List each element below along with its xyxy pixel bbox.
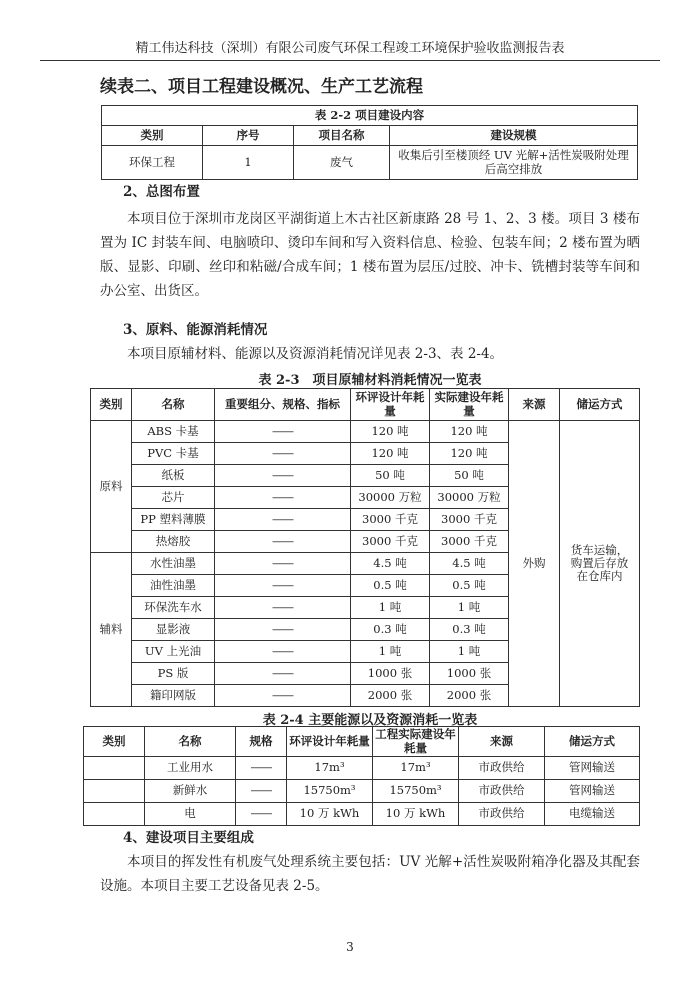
table-cell: 电 [145,803,236,826]
table-cell: 17m³ [287,757,373,780]
table-cell: 30000 万粒 [351,487,430,509]
t23-source: 外购 [509,421,560,707]
table-cell: 10 万 kWh [287,803,373,826]
table-cell: 1 吨 [351,641,430,663]
table-cell: 新鲜水 [145,780,236,803]
table-cell: 1 吨 [351,597,430,619]
table-cell: 电缆输送 [545,803,640,826]
table-cell: 1 吨 [430,597,509,619]
table-cell: —— [215,509,351,531]
page-number: 3 [346,940,354,954]
table-cell: 4.5 吨 [430,553,509,575]
table-cell: 纸板 [132,465,215,487]
sec2-text: 本项目位于深圳市龙岗区平湖街道上木古社区新康路 28 号 1、2、3 楼。项目 3 楼布置为 IC 封装车间、电脑喷印、烫印车间和写入资料信息、检验、包装车间；2 楼布置为晒版、显影、印刷、丝印和粘磁/合成车间；1 楼布置为层压/过胶、冲卡、铣槽封装等车间和办公室、出货区。 [100,211,640,299]
table-cell: 120 吨 [351,443,430,465]
table-cell: 50 吨 [430,465,509,487]
table-cell: 管网输送 [545,757,640,780]
page-header: 精工伟达科技（深圳）有限公司废气环保工程竣工环境保护验收监测报告表 [40,37,660,61]
table-cell: 工业用水 [145,757,236,780]
t23-storage: 货车运输，购置后存放在仓库内 [560,421,640,707]
t23-h-source: 来源 [509,389,560,421]
table-cell: 油性油墨 [132,575,215,597]
section-title: 续表二、项目工程建设概况、生产工艺流程 [100,77,423,97]
table-cell: 15750m³ [287,780,373,803]
table-cell: 市政供给 [459,757,545,780]
table-cell: —— [215,663,351,685]
table-cell: —— [215,641,351,663]
t23-h-name: 名称 [132,389,215,421]
table-cell: 环保洗车水 [132,597,215,619]
sec4-text: 本项目的挥发性有机废气处理系统主要包括：UV 光解+活性炭吸附箱净化器及其配套设施。本项目主要工艺设备见表 2-5。 [100,854,640,894]
table-2-3-caption: 表 2-3 项目原辅材料消耗情况一览表 [258,373,482,388]
table-cell [84,780,145,803]
table-cell: PVC 卡基 [132,443,215,465]
t22-h-category: 类别 [102,126,203,146]
t22-seq: 1 [203,146,294,180]
table-cell: —— [215,465,351,487]
t24-h-actual: 工程实际建设年耗量 [373,727,459,757]
t23-h-category: 类别 [91,389,132,421]
table-cell: 籍印网版 [132,685,215,707]
table-2-3 [90,388,640,707]
table-cell: —— [215,421,351,443]
t24-h-design: 环评设计年耗量 [287,727,373,757]
table-cell: 0.5 吨 [351,575,430,597]
t22-h-scale: 建设规模 [390,126,638,146]
t22-h-seq: 序号 [203,126,294,146]
t22-name: 废气 [294,146,390,180]
t23-h-spec: 重要组分、规格、指标 [215,389,351,421]
table-cell: —— [236,780,287,803]
table-cell: ABS 卡基 [132,421,215,443]
table-cell: 芯片 [132,487,215,509]
table-cell: 显影液 [132,619,215,641]
t23-group-raw: 原料 [91,421,132,553]
table-cell: —— [236,757,287,780]
table-cell: —— [236,803,287,826]
table-2-4 [83,726,640,826]
table-cell: 30000 万粒 [430,487,509,509]
t24-h-source: 来源 [459,727,545,757]
table-cell: 1 吨 [430,641,509,663]
table-cell: —— [215,597,351,619]
t22-scale: 收集后引至楼顶经 UV 光解+活性炭吸附处理后高空排放 [390,146,638,180]
t24-h-storage: 储运方式 [545,727,640,757]
table-cell: 3000 千克 [430,531,509,553]
table-cell: —— [215,619,351,641]
table-cell: —— [215,685,351,707]
table-cell [84,803,145,826]
table-cell: 管网输送 [545,780,640,803]
table-cell: PS 版 [132,663,215,685]
t23-h-design: 环评设计年耗量 [351,389,430,421]
table-cell: UV 上光油 [132,641,215,663]
table-cell: 2000 张 [351,685,430,707]
table-cell: —— [215,553,351,575]
t23-h-actual: 实际建设年耗量 [430,389,509,421]
sec4-title: 4、建设项目主要组成 [123,830,254,846]
table-cell: PP 塑料薄膜 [132,509,215,531]
table-cell: 50 吨 [351,465,430,487]
table-cell [84,757,145,780]
table-cell: —— [215,443,351,465]
table-cell: 水性油墨 [132,553,215,575]
table-cell: —— [215,531,351,553]
table-cell: 17m³ [373,757,459,780]
table-cell: 3000 千克 [351,509,430,531]
sec3-title: 3、原料、能源消耗情况 [123,322,268,338]
table-cell: 3000 千克 [430,509,509,531]
t22-category: 环保工程 [102,146,203,180]
t24-h-spec: 规格 [236,727,287,757]
table-cell: 热熔胶 [132,531,215,553]
table-cell: 1000 张 [430,663,509,685]
table-cell: —— [215,487,351,509]
table-cell: 1000 张 [351,663,430,685]
t23-h-storage: 储运方式 [560,389,640,421]
table-cell: 市政供给 [459,803,545,826]
table-cell: 0.5 吨 [430,575,509,597]
table-cell: 3000 千克 [351,531,430,553]
table-cell: 0.3 吨 [430,619,509,641]
table-cell: 120 吨 [430,421,509,443]
table-2-2 [101,105,638,180]
t23-group-aux: 辅料 [91,553,132,707]
table-cell: 市政供给 [459,780,545,803]
table-2-2-caption: 表 2-2 项目建设内容 [102,106,638,126]
table-cell: 10 万 kWh [373,803,459,826]
table-cell: 120 吨 [430,443,509,465]
sec3-text: 本项目原辅材料、能源以及资源消耗情况详见表 2-3、表 2-4。 [127,346,504,362]
t24-h-category: 类别 [84,727,145,757]
table-cell: 4.5 吨 [351,553,430,575]
t24-h-name: 名称 [145,727,236,757]
table-cell: —— [215,575,351,597]
table-cell: 120 吨 [351,421,430,443]
table-cell: 2000 张 [430,685,509,707]
t22-h-name: 项目名称 [294,126,390,146]
table-cell: 0.3 吨 [351,619,430,641]
table-2-4-caption: 表 2-4 主要能源以及资源消耗一览表 [262,713,478,728]
sec2-title: 2、总图布置 [123,184,200,200]
table-cell: 15750m³ [373,780,459,803]
